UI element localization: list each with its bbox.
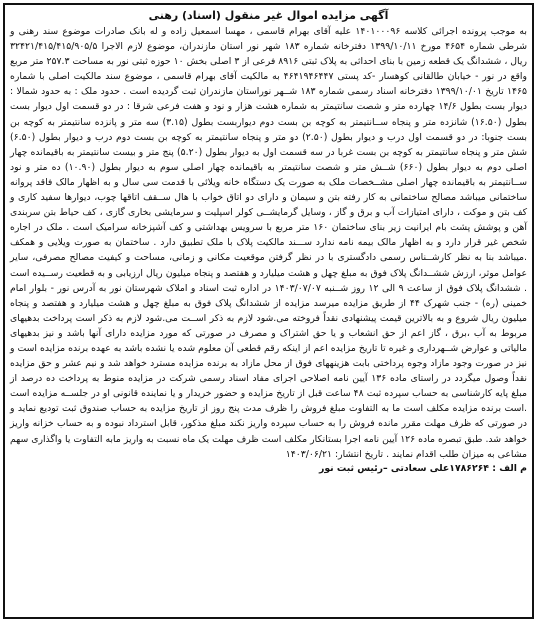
notice-title: آگهی مزایده اموال غیر منقول (اسناد) رهنی [148, 9, 389, 22]
notice-body: به موجب پرونده اجرائی کلاسه ۱۴۰۱۰۰۰۹۶ علیه آقای بهرام قاسمی ، مهسا اسمعیل زاده و له بانک صادرات موضوع سند رهنی و شرطی شماره ۴۶۵۴ مورخ ۱۳۹۹/۱۰/۱۱ دفترخانه شماره ۱۸۳ شهر نور استان مازندران، موضوع لازم الاجرا ۳۲۴۲۱/۴۱۵/۴۱۵/۹۰۵/۵ ریال ، ششدانگ یک قطعه زمین با بنای احداثی به پلاک ثبتی ۸۹۱۶ فرعی از ۳ اصلی بخش ۱۰ حوزه ثبتی نور به مساحت ۲۵۷.۳ متر مربع واقع در نور - خیابان طالقانی کوهسار -کد پستی ۴۶۴۱۹۴۶۴۴۷ به مالکیت آقای بهرام قاسمی ، موضوع سند مالکیت اصلی با شماره ۱۴۶۵ تاریخ ۱۳۹۹/۱۰/۰۱ دفترخانه اسناد رسمی شماره ۱۸۳ شــهر نوراستان مازندران ثبت گردیده است . حدود ملک : به حدود شمالا : دیوار بست بطول ۱۴/۶ چهارده متر و شصت سانتیمتر به شماره هشت هزار و نود و هفت فرعی شرقا : در دو قسمت اول دیوار بست بطول (۱۶.۵۰) شانزده متر و پنجاه ســانتیمتر به کوچه بن بست دوم دیواربست بطول (۳.۱۵) سه متر و پانزده سانتیمتر به کوچه بن بست جنوبا: در دو قسمت اول درب و دیوار بطول (۲.۵۰) دو متر و پنجاه سانتیمتر به کوچه بن بست دوم درب و دیوار بطول (۶.۵۰) شش متر و پنجاه سانتیمتر به کوچه بن بست غربا در سه قسمت اول به دیوار بطول (۵.۲۰) پنج متر و بیست سانتیمتر به باقیمانده چهار اصلی دوم به دیوار بطول (۶۶۰) شــش متر و شصت سانتیمتر به باقیمانده چهار اصلی سوم به دیوار بطول (۱۰.۹۰) ده متر و نود ســانتیمتر به باقیمانده چهار اصلی مشــخصات ملک به صورت یک دستگاه خانه ویلائی با قدمت سی سال و به اظهار مالک فاقد پروانه ساختمانی میباشد مصالح ساختمانی به کار رفته بتن و سیمان و دارای دو اتاق خواب با هال ســقف اتاقها چوب، دیوارها سفید کاری و کف بتن و موکت ، دارای امتیازات آب و برق و گاز ، وسایل گرمایشــی کولر اسپلیت و سرمایشی بخاری گازی ، کف حیاط بتن سربندی آهن و پوشش پشت بام ایرانیت زیر بنای ساختمان ۱۶۰ متر مربع با سرویس بهداشتی و کف آشپزخانه سرامیک است . ملک در اجاره شخص غیر قرار دارد و به اظهار مالک بیمه نامه ندارد ســـند مالکیت پلاک با ملک تطبیق دارد . ساختمان به صورت ویلایی و همکف .میباشد بنا به نظر کارشــناس رسمی دادگستری با در نظر گرفتن موقعیت مکانی و زمانی، مساحت و کیفیت مصالح مصرفی، سایر عوامل موثر، ارزش ششــدانگ پلاک فوق به مبلغ چهل و هشت میلیارد و هفتصد و پنجاه میلیون ریال ارزیابی و به قطعیت رســیده است . ششدانگ پلاک فوق از ساعت ۹ الی ۱۲ روز شــنبه ۱۴۰۳/۰۷/۰۷ در اداره ثبت اسناد و املاک شهرستان نور به آدرس نور - بلوار امام خمینی (ره) - جنب شهرک ۴۴ از طریق مزایده میرسد مزایده از ششدانگ پلاک فوق به مبلغ چهل و هشت میلیارد و هفتصد و پنجاه میلیون ریال شروع و به بالاترین قیمت پیشنهادی نقداً فروخته می.شود لازم به ذکر اســت می.شود لازم به ذکر است پرداخت بدهیهای مربوط به آب ،برق ، گاز اعم از حق انشعاب و یا حق اشتراک و مصرف در صورتی که مورد مزایده دارای آنها باشد و نیز بدهیهای مالیاتی و عوارض شــهرداری و غیره تا تاریخ مزایده اعم از اینکه رقم قطعی آن معلوم شده یا نشده باشد به عهده برنده مزایده است و نیز در صورت وجود مازاد وجوه پرداختی بابت هزینههای فوق از محل مازاد به برنده مزایده مسترد خواهد شد و نیم عشر و حق مزایده نقداً وصول میگردد در راستای ماده ۱۳۶ آیین نامه اصلاحی اجرای مفاد اسناد رسمی شرکت در مزایده منوط به پرداخت ده درصد از مبلغ پایه کارشناسی به حساب سپرده ثبت ۴۸ ساعت قبل از تاریخ مزایده و حضور خریدار و یا نماینده قانونی او در جلســه مزایده است .است برنده مزایده مکلف است ما به التفاوت مبلغ فروش را ظرف مدت پنج روز از تاریخ مزایده به حساب صندوق ثبت تودیع نماید و در صورتی که ظرف مهلت مقرر مانده فروش را به حساب سپرده واریز نکند مبلغ مذکور، قابل استرداد نبوده و به حساب خزانه واریز خواهد شد. طبق تبصره ماده ۱۲۶ آیین نامه اجرا بستانکار مکلف است ظرف مهلت یک ماه نسبت به واریز مابه التفاوت یا واگذاری سهم مشاعی به میزان طلب اقدام نمایند . تاریخ انتشار: ۱۴۰۳/۰۶/۲۱ [10, 26, 528, 460]
notice-footer: م الف : ۱۷۸۶۲۶۴علی سعادتی –رئیس ثبت نور [318, 462, 527, 474]
auction-notice [3, 3, 534, 619]
